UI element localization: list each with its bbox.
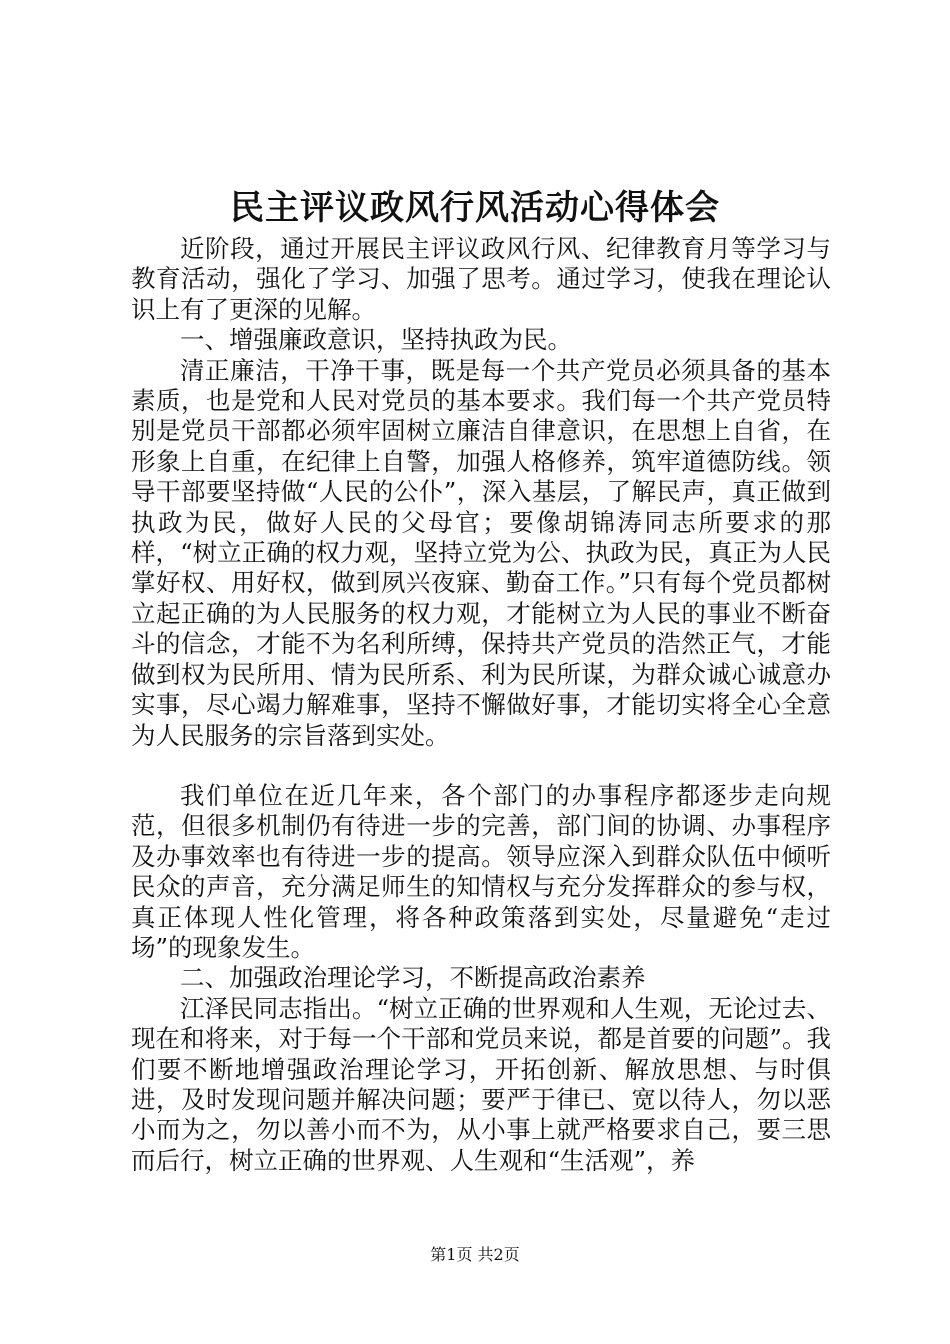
body-paragraph: 清正廉洁，干净干事，既是每一个共产党员必须具备的基本素质，也是党和人民对党员的基本要求。我们每一个共产党员特别是党员干部都必须牢固树立廉洁自律意识，在思想上自省，在形象上自重，在纪律上自警，加强人格修养，筑牢道德防线。领导干部要坚持做“人民的公仆”，深入基层，了解民声，真正做到执政为民，做好人民的父母官；要像胡锦涛同志所要求的那样，“树立正确的权力观，坚持立党为公、执政为民，真正为人民掌好权、用好权，做到夙兴夜寐、勤奋工作。”只有每个党员都树立起正确的为人民服务的权力观，才能树立为人民的事业不断奋斗的信念，才能不为名利所缚，保持共产党员的浩然正气，才能做到权为民所用、情为民所系、利为民所谋，为群众诚心诚意办实事，尽心竭力解难事，坚持不懈做好事，才能切实将全心全意为人民服务的宗旨落到实处。	[131, 355, 831, 750]
intro-paragraph: 近阶段，通过开展民主评议政风行风、纪律教育月等学习与教育活动，强化了学习、加强了思考。通过学习，使我在理论认识上有了更深的见解。	[131, 234, 831, 324]
body-paragraph: 江泽民同志指出。“树立正确的世界观和人生观，无论过去、现在和将来，对于每一个干部和党员来说，都是首要的问题”。我们要不断地增强政治理论学习，开拓创新、解放思想、与时俱进，及时发现问题并解决问题；要严于律已、宽以待人，勿以恶小而为之，勿以善小而不为，从小事上就严格要求自己，要三思而后行，树立正确的世界观、人生观和“生活观”，养	[131, 993, 831, 1175]
section-heading-2: 二、加强政治理论学习，不断提高政治素养	[180, 963, 646, 993]
document-title: 民主评议政风行风活动心得体会	[230, 188, 720, 228]
page-footer: 第1页 共2页	[430, 1245, 520, 1264]
document-body	[131, 234, 831, 1176]
body-paragraph: 我们单位在近几年来，各个部门的办事程序都逐步走向规范，但很多机制仍有待进一步的完善，部门间的协调、办事程序及办事效率也有待进一步的提高。领导应深入到群众队伍中倾听民众的声音，充分满足师生的知情权与充分发挥群众的参与权，真正体现人性化管理，将各种政策落到实处，尽量避免“走过场”的现象发生。	[131, 780, 831, 962]
section-heading-1: 一、增强廉政意识，坚持执政为民。	[180, 325, 572, 355]
